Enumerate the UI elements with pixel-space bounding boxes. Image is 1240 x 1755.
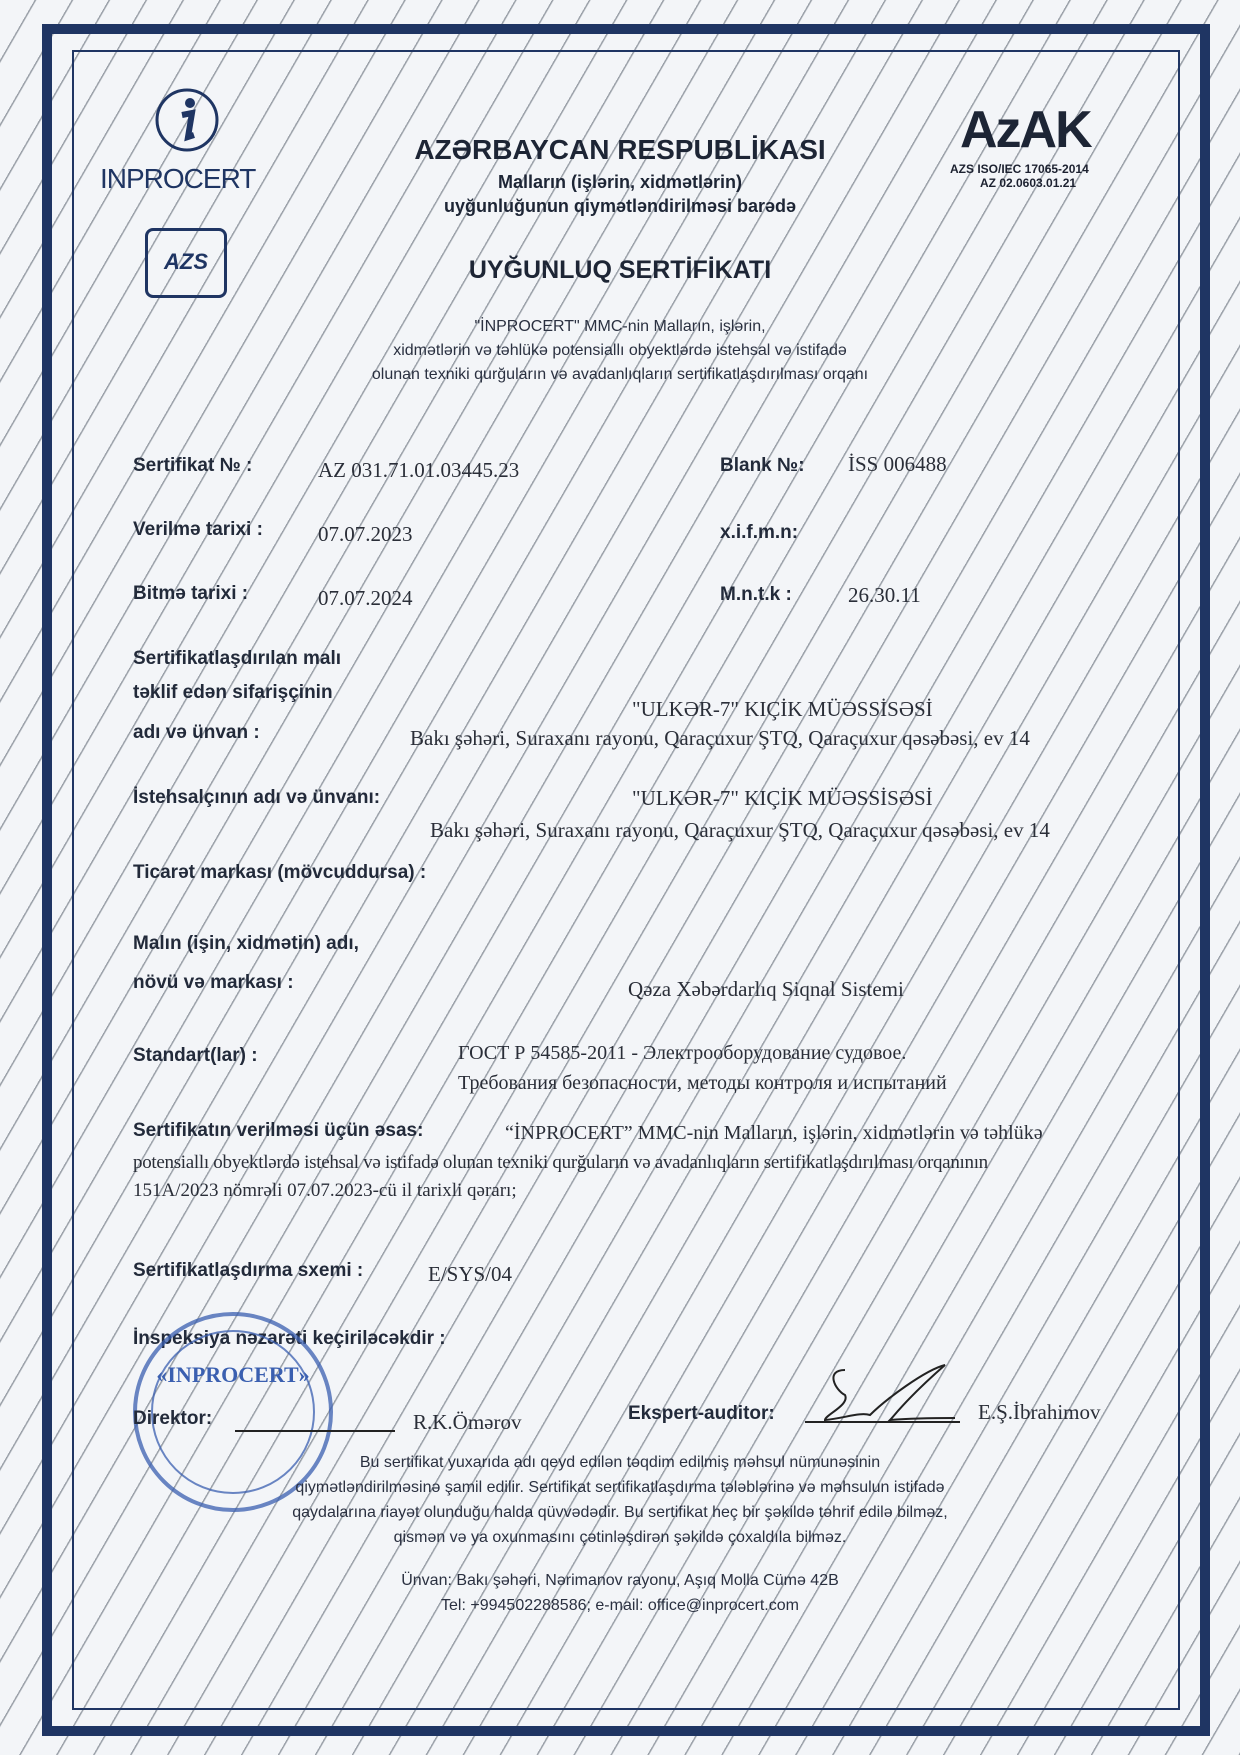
blank-label: Blank №: xyxy=(720,455,805,476)
product-label-1: Malın (işin, xidmətin) adı, xyxy=(133,933,359,954)
cert-no-label: Sertifikat № : xyxy=(133,455,253,476)
applicant-label-3: adı və ünvan : xyxy=(133,722,260,743)
expiry-date-value: 07.07.2024 xyxy=(318,586,413,610)
applicant-label-1: Sertifikatlaşdırılan malı xyxy=(133,648,342,669)
notice-line-3: qaydalarına riayət olunduğu halda qüvvədədir. Bu sertifikat heç bir şəkildə təhrif edilə bilməz, xyxy=(292,1504,948,1521)
mntk-label: M.n.t.k : xyxy=(720,584,792,605)
footer-contact: Tel: +994502288586; e-mail: office@inprocert.com xyxy=(441,1597,799,1614)
blank-value: İSS 006488 xyxy=(848,452,947,476)
scheme-label: Sertifikatlaşdırma sxemi : xyxy=(133,1260,364,1281)
notice-line-2: qiymətləndirilməsinə şamil edilir. Sertifikat sertifikatlaşdırma tələblərinə və məhsulun istifadə xyxy=(295,1479,945,1496)
director-signature-line xyxy=(235,1430,395,1432)
expert-signature xyxy=(805,1360,965,1430)
issuer-line-2: xidmətlərin və təhlükə potensiallı obyektlərdə istehsal və istifadə xyxy=(393,342,847,359)
director-label: Direktor: xyxy=(133,1408,213,1429)
product-label-2: növü və markası : xyxy=(133,972,294,993)
basis-label: Sertifikatın verilməsi üçün əsas: xyxy=(133,1120,424,1141)
inprocert-logo: INPROCERT xyxy=(100,85,275,195)
subtitle-1: Malların (işlərin, xidmətlərin) xyxy=(497,172,743,192)
standard-line-1: ГОСТ Р 54585-2011 - Электрооборудование судовое. xyxy=(458,1042,907,1064)
azak-logo: AzAK AZS ISO/IEC 17065-2014 AZ 02.0603.01.21 xyxy=(950,101,1091,190)
stamp-text: «INPROCERT» xyxy=(156,1362,310,1387)
manufacturer-address: Bakı şəhəri, Suraxanı rayonu, Qaraçuxur ŞTQ, Qaraçuxur qəsəbəsi, ev 14 xyxy=(430,818,1050,842)
document-title: UYĞUNLUQ SERTİFİKATI xyxy=(468,256,772,284)
expiry-date-label: Bitmə tarixi : xyxy=(133,583,249,604)
subtitle-2: uyğunluğunun qiymətləndirilməsi barədə xyxy=(443,196,797,216)
mntk-value: 26.30.11 xyxy=(848,583,921,607)
scheme-value: E/SYS/04 xyxy=(428,1262,513,1286)
issue-date-label: Verilmə tarixi : xyxy=(133,519,263,540)
cert-no-value: AZ 031.71.01.03445.23 xyxy=(318,458,520,482)
applicant-label-2: təklif edən sifarişçinin xyxy=(133,682,333,703)
issuer-line-3: olunan texniki qurğuların və avadanlıqların sertifikatlaşdırılması orqanı xyxy=(371,366,869,383)
director-name: R.K.Ömərov xyxy=(413,1410,522,1434)
xifmn-label: x.i.f.m.n: xyxy=(720,522,799,543)
trademark-label: Ticarət markası (mövcuddursa) : xyxy=(133,862,427,883)
notice-line-4: qismən və ya oxunmasını çətinləşdirən şəkildə çoxaldıla bilməz. xyxy=(393,1529,847,1546)
issue-date-value: 07.07.2023 xyxy=(318,522,413,546)
manufacturer-label: İstehsalçının adı və ünvanı: xyxy=(133,787,381,808)
applicant-address: Bakı şəhəri, Suraxanı rayonu, Qaraçuxur ŞTQ, Qaraçuxur qəsəbəsi, ev 14 xyxy=(410,726,1030,750)
issuer-line-1: "İNPROCERT" MMC-nin Malların, işlərin, xyxy=(474,318,766,335)
footer-address: Ünvan: Bakı şəhəri, Nərimanov rayonu, Aşıq Molla Cümə 42B xyxy=(401,1572,839,1589)
standard-line-2: Требования безопасности, методы контроля и испытаний xyxy=(458,1072,947,1094)
basis-line-2: potensiallı obyektlərdə istehsal və istifadə olunan texniki qurğuların və avadanlıqların sertifikatlaşdırılması orqanının xyxy=(133,1152,988,1173)
expert-name: E.Ş.İbrahimov xyxy=(978,1400,1101,1424)
inspection-label: İnspeksiya nəzarəti keçiriləcəkdir : xyxy=(133,1328,446,1349)
basis-line-1: “İNPROCERT” MMC-nin Malların, işlərin, xidmətlərin və təhlükə xyxy=(505,1122,1043,1144)
applicant-name: "ULKƏR-7" KIÇİK MÜƏSSİSƏSİ xyxy=(632,697,933,721)
country-title: AZƏRBAYCAN RESPUBLİKASI xyxy=(414,134,826,165)
product-value: Qəza Xəbərdarlıq Siqnal Sistemi xyxy=(628,977,904,1001)
basis-line-3: 151A/2023 nömrəli 07.07.2023-cü il tarixli qərarı; xyxy=(133,1180,517,1201)
expert-label: Ekspert-auditor: xyxy=(628,1403,775,1424)
notice-line-1: Bu sertifikat yuxarıda adı qeyd edilən təqdim edilmiş məhsul nümunəsinin xyxy=(359,1454,881,1471)
manufacturer-name: "ULKƏR-7" KIÇİK MÜƏSSİSƏSİ xyxy=(632,786,933,810)
standard-label: Standart(lar) : xyxy=(133,1045,258,1066)
azs-logo: AZS xyxy=(145,228,227,298)
